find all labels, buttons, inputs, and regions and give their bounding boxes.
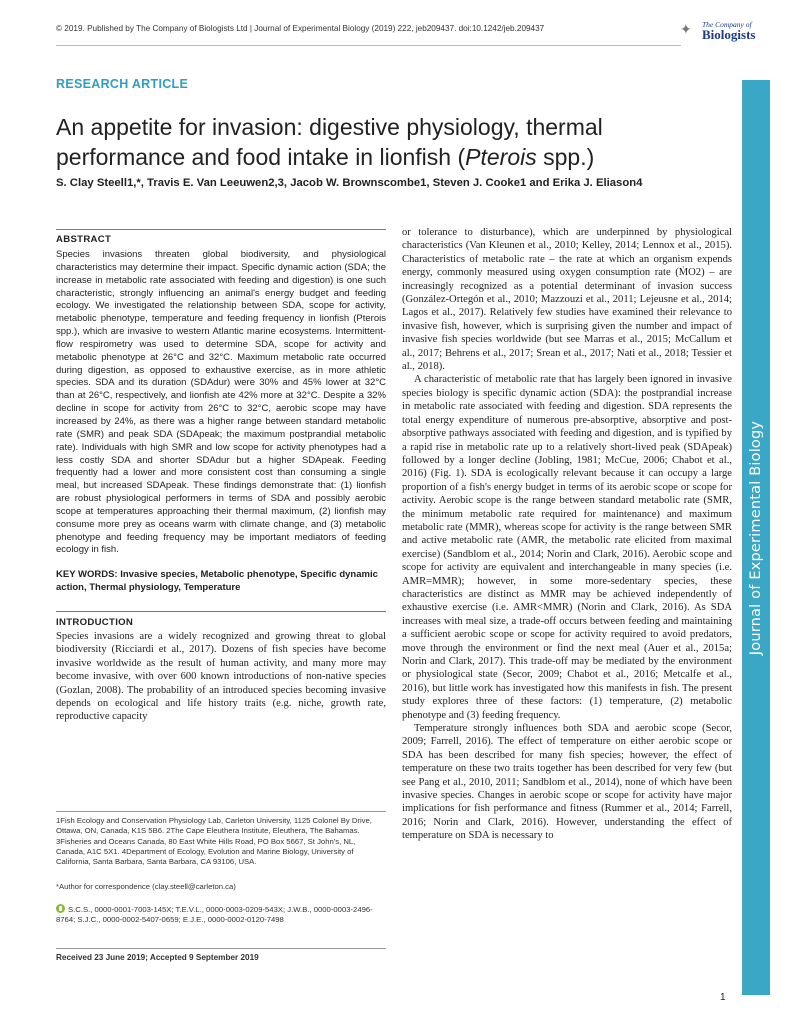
author-list: S. Clay Steell1,*, Travis E. Van Leeuwen2,3, Jacob W. Brownscombe1, Steven J. Cooke1 and Erika J. Eliason4 (56, 177, 643, 189)
received-accepted-dates: Received 23 June 2019; Accepted 9 September 2019 (56, 953, 259, 962)
abstract-text: Species invasions threaten global biodiversity, and physiological characteristics may determine their impact. Specific dynamic action (SDA; the increase in metabolic rate associated with feeding and digestion) is one such characteristic, strongly influencing an animal's energy budget and feeding ecology. We investigated the relationship between SDA, scope for activity, metabolic phenotype, temperature and feeding frequency in lionfish (Pterois spp.), which are invasive to western Atlantic marine ecosystems. Intermittent-flow respirometry was used to determine SDA, scope for activity and metabolic phenotype at 26°C and 32°C. Maximum metabolic rate occurred during digestion, as opposed to exhaustive exercise, as in more athletic species. SDA and its duration (SDAdur) were 30% and 45% lower at 32°C than at 26°C, respectively, and lionfish ate 42% more at 32°C. Despite a 32% decline in scope for activity from 26°C to 32°C, aerobic scope may have increased by 24%, as there was a higher range between standard metabolic rate (SMR) and peak SDA (SDApeak; the maximum postprandial metabolic rate). Individuals with high SMR and low scope for activity phenotypes had a less costly SDA and shorter SDAdur but a higher SDApeak. Feeding frequently had a lower and more consistent cost than consuming a single meal, but increased SDApeak. These findings demonstrate that: (1) lionfish are robust physiological performers in terms of SDA and possibly aerobic scope at temperatures approaching their thermal maximum, (2) lionfish may consume more prey as oceans warm with climate change, and (3) metabolic phenotype and feeding frequency may be important mediators of feeding ecology in fish. (56, 249, 386, 556)
keywords (56, 569, 386, 595)
publisher-logo (680, 18, 756, 46)
journal-sidebar-label: Journal of Experimental Biology (748, 420, 764, 655)
orcid-icon (56, 904, 65, 913)
journal-citation-header: © 2019. Published by The Company of Biologists Ltd | Journal of Experimental Biology (2019) 222, jeb209437. doi:10.1242/jeb.209437 (56, 24, 545, 33)
left-column (56, 226, 386, 724)
body-paragraph-2: A characteristic of metabolic rate that has largely been ignored in invasive species biology is specific dynamic action (SDA): the postprandial increase in metabolic rate associated with feeding and digestion. SDA represents the total energy expenditure of numerous pre-absorptive, absorptive and post-absorptive pathways associated with feeding and digestion, and is typified by a rapid rise in metabolic rate up to a relatively short-lived peak (SDApeak) followed by a longer decline (Jobling, 1981; McCue, 2006; Chabot et al., 2016) (Fig. 1). SDA is ecologically relevant because it can occupy a large proportion of a fish's energy budget in terms of its aerobic scope or scope for activity. Aerobic scope is the range between standard metabolic rate (SMR, the minimum metabolic rate required for maintenance) and maximum metabolic rate (MMR), whereas scope for activity is the range between SMR and active metabolic rate (AMR, the metabolic rate elicited from maximal exercise) (Sandblom et al., 2014; Norin and Clark, 2016). Aerobic scope and scope for activity are equivalent and interchangeable in many species (i.e. AMR=MMR); however, in some more-sedentary species, these characteristics are distinct as MMR may be achieved independently of exhaustive exercise (i.e. AMR<MMR) (Norin and Clark, 2016). As SDA increases with meal size, a trade-off occurs between feeding and maintaining a sufficient aerobic scope or scope for activity required to avoid predators, move through the environment or find the next meal (Auer et al., 2015a; Norin and Clark, 2017). This trade-off may be mediated by the environment or physiological state (Secor, 2009; Chabot et al., 2016; Metcalfe et al., 2016), but little work has investigated how this manifests in fish. The present study explores three of these factors: (1) temperature, (2) metabolic phenotype and (3) feeding frequency. (402, 374, 732, 721)
article-type: RESEARCH ARTICLE (56, 77, 189, 91)
keywords-divider (56, 611, 386, 612)
logo-line1: The Company of (702, 20, 752, 29)
introduction-text: Species invasions are a widely recognized and growing threat to global biodiversity (Ricciardi et al., 2017). Dozens of fish species have become invasive worldwide as the result of human activity, and many more may become invasive, with over 600 known introductions of non-native species (Gozlan, 2008). The probability of an introduced species becoming invasive depends on ecological and life history traits (e.g. niche, growth rate, reproductive capacity (56, 630, 386, 723)
orcid-list (56, 904, 386, 926)
footnote-divider (56, 811, 386, 812)
page-number: 1 (720, 992, 726, 1003)
right-column (402, 226, 732, 843)
keywords-label: KEY WORDS: (56, 569, 118, 581)
body-paragraph-3: Temperature strongly influences both SDA and aerobic scope (Secor, 2009; Farrell, 2016). The effect of temperature on either aerobic scope or SDA has been described for many fish species; however, the effect of temperature on these two traits together has been described for very few (but see Pang et al., 2010, 2011; Sandblom et al., 2014), none of which have been invasive species. Changes in aerobic scope or scope for activity have major implications for fish performance and fitness (Rummer et al., 2014; Farrell, 2016; Norin and Clark, 2016). However, understanding the effect of temperature on SDA is necessary to (402, 723, 732, 842)
title-main: An appetite for invasion: digestive physiology, thermal performance and food intake in lionfish ( (56, 114, 603, 170)
article-title (56, 112, 736, 172)
introduction-heading: INTRODUCTION (56, 616, 134, 628)
logo-star-icon: ✦ (680, 23, 692, 38)
orcid-text: S.C.S., 0000-0001-7003-145X; T.E.V.L., 0000-0003-0209-543X; J.W.B., 0000-0003-2496-8764; S.J.C., 0000-0002-5407-0659; E.J.E., 0000-0002-0120-7498 (56, 905, 373, 925)
abstract-heading: ABSTRACT (56, 234, 112, 245)
keywords-text: Invasive species, Metabolic phenotype, Specific dynamic action, Thermal physiology, Temperature (56, 569, 378, 594)
correspondence-note: *Author for correspondence (clay.steell@carleton.ca) (56, 882, 236, 891)
received-divider (56, 948, 386, 949)
journal-sidebar-label-wrap (742, 80, 770, 995)
author-affiliations: 1Fish Ecology and Conservation Physiology Lab, Carleton University, 1125 Colonel By Drive, Ottawa, ON, Canada, K1S 5B6. 2The Cape Eleuthera Institute, Eleuthera, The Bahamas. 3Fisheries and Oceans Canada, 80 East White Hills Road, PO Box 5667, St John's, NL, Canada, A1C 5X1. 4Department of Ecology, Evolution and Marine Biology, University of California, Santa Barbara, Santa Barbara, CA 93106, USA. (56, 816, 372, 867)
abstract-top-divider (56, 229, 386, 230)
body-paragraph-1: or tolerance to disturbance), which are underpinned by physiological characteristics (Van Kleunen et al., 2010; Kelley, 2014; Lennox et al., 2015). Characteristics of metabolic rate – the rate at which an organism expends energy, commonly measured using oxygen consumption rate (ṀO2) – are increasingly recognized as a potential determinant of invasion success (González-Ortegón et al., 2010; Mazzouzi et al., 2011; Lejeusne et al., 2014; Lagos et al., 2017). Relatively few studies have examined their relevance to invasive fish, however, which is surprising given the number and impact of invasive fish species worldwide (but see Marras et al., 2015; McCallum et al., 2017; Behrens et al., 2017; Srean et al., 2017; Nati et al., 2018; Tessier et al., 2018). (402, 227, 732, 373)
header-divider (56, 45, 681, 46)
title-italic: Pterois (465, 144, 537, 170)
title-end: spp.) (536, 144, 595, 170)
logo-line2: Biologists (702, 27, 756, 42)
